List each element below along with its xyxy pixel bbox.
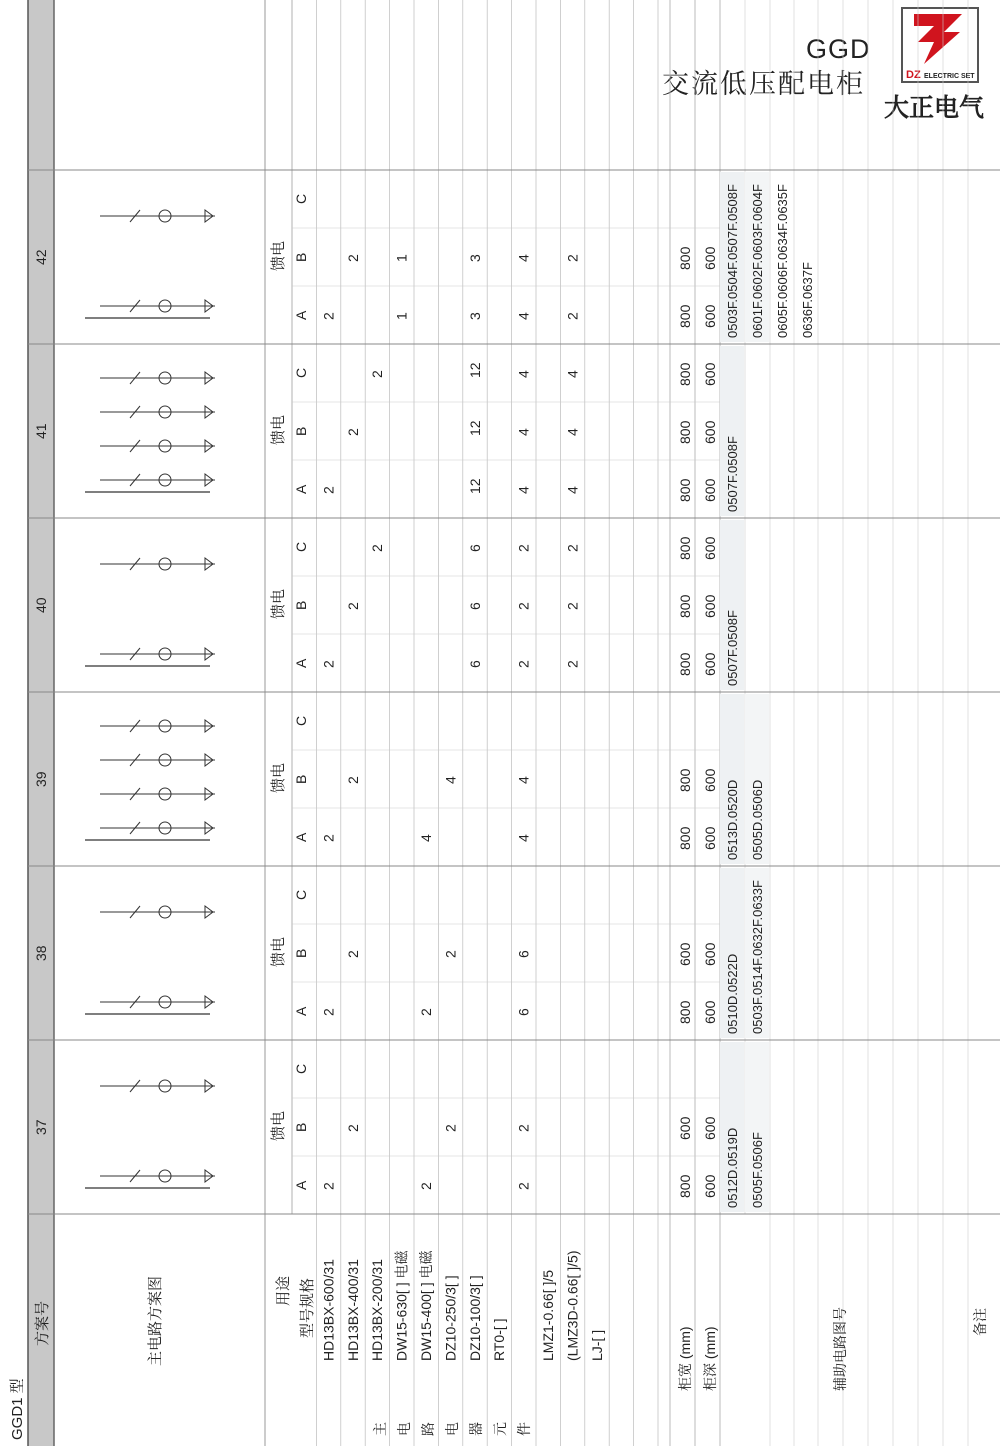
- cell-value: 6: [515, 950, 532, 958]
- cell-value: 2: [320, 1182, 337, 1190]
- cabinet-width: 800: [677, 594, 693, 618]
- sub-column-label: A: [293, 484, 309, 494]
- cabinet-width: 600: [677, 1116, 693, 1140]
- sub-column-label: B: [293, 600, 309, 610]
- component-row-label: HD13BX-200/31: [369, 1259, 386, 1361]
- component-row-label: (LMZ3D-0.66[ ]/5): [564, 1250, 581, 1361]
- side-label-char: 元: [492, 1422, 508, 1436]
- header-title: 交流低压配电柜: [662, 69, 865, 99]
- cabinet-width: 800: [677, 1000, 693, 1024]
- cabinet-depth: 600: [702, 246, 718, 270]
- side-label-char: 路: [420, 1422, 436, 1436]
- cabinet-depth: 600: [702, 362, 718, 386]
- sub-column-label: A: [293, 1180, 309, 1190]
- cell-value: 2: [564, 544, 581, 552]
- side-label-char: 电: [444, 1422, 460, 1436]
- aux-circuit-code: 0505D.0506D: [750, 779, 765, 860]
- feed-label: 馈电: [270, 414, 287, 445]
- component-row-label: RT0-[ ]: [491, 1318, 508, 1361]
- cell-value: 2: [515, 1182, 532, 1190]
- side-label-char: 件: [516, 1422, 532, 1436]
- side-label-char: 主: [372, 1422, 388, 1436]
- cell-value: 4: [442, 776, 459, 784]
- sub-column-label: A: [293, 310, 309, 320]
- header-code: GGD: [806, 34, 871, 64]
- cell-value: 2: [564, 602, 581, 610]
- sub-column-label: A: [293, 832, 309, 842]
- aux-label: 辅助电路图号: [832, 1307, 848, 1391]
- cell-value: 2: [442, 950, 459, 958]
- cabinet-depth: 600: [702, 826, 718, 850]
- cell-value: 4: [564, 370, 581, 378]
- component-row-label: LJ-[ ]: [588, 1329, 605, 1361]
- aux-circuit-code: 0503F.0514F.0632F.0633F: [750, 880, 765, 1034]
- aux-circuit-code: 0636F.0637F: [800, 262, 815, 338]
- cell-value: 2: [564, 312, 581, 320]
- spec-label: 型号规格: [299, 1277, 316, 1338]
- cell-value: 1: [393, 254, 410, 262]
- cabinet-width: 800: [677, 362, 693, 386]
- side-label-char: 电: [396, 1422, 412, 1436]
- cabinet-depth: 600: [702, 594, 718, 618]
- cell-value: 2: [442, 1124, 459, 1132]
- cabinet-width: 800: [677, 246, 693, 270]
- cell-value: 4: [564, 428, 581, 436]
- usage-label: 用途: [275, 1275, 292, 1306]
- cell-value: 2: [515, 1124, 532, 1132]
- component-row-label: HD13BX-400/31: [344, 1259, 361, 1361]
- sub-column-label: C: [293, 1063, 309, 1074]
- scheme-number: 37: [33, 1119, 49, 1135]
- side-label-char: 器: [468, 1422, 484, 1436]
- cabinet-depth: 600: [702, 652, 718, 676]
- aux-circuit-code: 0507F.0508F: [725, 436, 740, 512]
- cell-value: 2: [320, 834, 337, 842]
- cell-value: 2: [320, 486, 337, 494]
- cabinet-width: 800: [677, 826, 693, 850]
- cell-value: 4: [515, 486, 532, 494]
- cell-value: 2: [369, 544, 386, 552]
- cabinet-depth: 600: [702, 768, 718, 792]
- brand-name: 大正电气: [884, 94, 985, 122]
- cabinet-depth: 600: [702, 536, 718, 560]
- cell-value: 2: [369, 370, 386, 378]
- sub-column-label: B: [293, 948, 309, 958]
- sub-column-label: B: [293, 252, 309, 262]
- scheme-no-label: 方案号: [34, 1300, 51, 1346]
- aux-circuit-code: 0512D.0519D: [725, 1127, 740, 1208]
- scheme-number: 41: [33, 423, 49, 439]
- cell-value: 4: [564, 486, 581, 494]
- width-label: 柜宽 (mm): [677, 1326, 693, 1391]
- cabinet-depth: 600: [702, 1174, 718, 1198]
- scheme-header-band: [28, 0, 54, 1446]
- cell-value: 3: [466, 312, 483, 320]
- cabinet-width: 800: [677, 478, 693, 502]
- sub-column-label: B: [293, 426, 309, 436]
- component-row-label: LMZ1-0.66[ ]/5: [540, 1269, 556, 1361]
- component-row-label: DW15-630[ ] 电磁: [393, 1250, 410, 1361]
- cell-value: 2: [344, 254, 361, 262]
- scheme-number: 40: [33, 597, 49, 613]
- aux-circuit-code: 0510D.0522D: [725, 953, 740, 1034]
- cell-value: 2: [418, 1008, 434, 1016]
- sub-column-label: C: [293, 193, 309, 204]
- cabinet-depth: 600: [702, 1116, 718, 1140]
- feed-label: 馈电: [270, 762, 287, 793]
- sub-column-label: C: [293, 367, 309, 378]
- remark-label: 备注: [972, 1308, 988, 1336]
- type-label: GGD1 型: [9, 1378, 26, 1440]
- cell-value: 4: [515, 776, 532, 784]
- cell-value: 4: [515, 370, 532, 378]
- cabinet-depth: 600: [702, 942, 718, 966]
- sub-column-label: B: [293, 774, 309, 784]
- sub-column-label: C: [293, 889, 309, 900]
- feed-label: 馈电: [270, 1110, 287, 1141]
- component-row-label: DZ10-100/3[ ]: [466, 1275, 483, 1361]
- cell-value: 2: [418, 1182, 434, 1190]
- cell-value: 4: [515, 254, 532, 262]
- cell-value: 4: [418, 834, 434, 842]
- aux-circuit-code: 0507F.0508F: [725, 610, 740, 686]
- cell-value: 2: [344, 428, 361, 436]
- cell-value: 2: [515, 602, 532, 610]
- cabinet-width: 800: [677, 652, 693, 676]
- cabinet-width: 800: [677, 420, 693, 444]
- aux-circuit-code: 0605F.0606F.0634F.0635F: [775, 184, 790, 338]
- cabinet-width: 600: [677, 942, 693, 966]
- diagram-label: 主电路方案图: [147, 1275, 164, 1366]
- cell-value: 2: [320, 1008, 337, 1016]
- cell-value: 2: [320, 312, 337, 320]
- component-row-label: DZ10-250/3[ ]: [442, 1275, 459, 1361]
- cell-value: 4: [515, 312, 532, 320]
- logo-mark: DZ: [906, 69, 921, 81]
- cell-value: 4: [515, 834, 532, 842]
- cabinet-depth: 600: [702, 1000, 718, 1024]
- cabinet-width: 800: [677, 768, 693, 792]
- cabinet-width: 800: [677, 536, 693, 560]
- cell-value: 12: [466, 478, 483, 494]
- depth-label: 柜深 (mm): [702, 1326, 718, 1391]
- logo-text: ELECTRIC SET: [924, 73, 975, 80]
- cell-value: 2: [564, 254, 581, 262]
- scheme-number: 39: [33, 771, 49, 787]
- cell-value: 2: [344, 776, 361, 784]
- cabinet-width: 800: [677, 304, 693, 328]
- cell-value: 2: [515, 660, 532, 668]
- cell-value: 2: [320, 660, 337, 668]
- cell-value: 2: [344, 1124, 361, 1132]
- cell-value: 12: [466, 362, 483, 378]
- cabinet-depth: 600: [702, 420, 718, 444]
- cell-value: 4: [515, 428, 532, 436]
- feed-label: 馈电: [270, 240, 287, 271]
- cell-value: 2: [564, 660, 581, 668]
- cabinet-depth: 600: [702, 304, 718, 328]
- component-row-label: DW15-400[ ] 电磁: [418, 1250, 434, 1361]
- cell-value: 2: [344, 950, 361, 958]
- feed-label: 馈电: [270, 588, 287, 619]
- cell-value: 6: [466, 544, 483, 552]
- scheme-number: 38: [33, 945, 49, 961]
- aux-circuit-code: 0505F.0506F: [750, 1132, 765, 1208]
- component-row-label: HD13BX-600/31: [320, 1259, 337, 1361]
- feed-label: 馈电: [270, 936, 287, 967]
- cell-value: 2: [515, 544, 532, 552]
- aux-circuit-code: 0503F.0504F.0507F.0508F: [725, 184, 740, 338]
- cabinet-depth: 600: [702, 478, 718, 502]
- cell-value: 6: [466, 602, 483, 610]
- cell-value: 6: [466, 660, 483, 668]
- cell-value: 12: [466, 420, 483, 436]
- cell-value: 1: [393, 312, 410, 320]
- sub-column-label: C: [293, 715, 309, 726]
- cell-value: 6: [515, 1008, 532, 1016]
- aux-circuit-code: 0513D.0520D: [725, 779, 740, 860]
- sub-column-label: C: [293, 541, 309, 552]
- aux-circuit-code: 0601F.0602F.0603F.0604F: [750, 184, 765, 338]
- cabinet-width: 800: [677, 1174, 693, 1198]
- cell-value: 3: [466, 254, 483, 262]
- scheme-number: 42: [33, 249, 49, 265]
- sub-column-label: A: [293, 1006, 309, 1016]
- sub-column-label: B: [293, 1122, 309, 1132]
- cell-value: 2: [344, 602, 361, 610]
- sub-column-label: A: [293, 658, 309, 668]
